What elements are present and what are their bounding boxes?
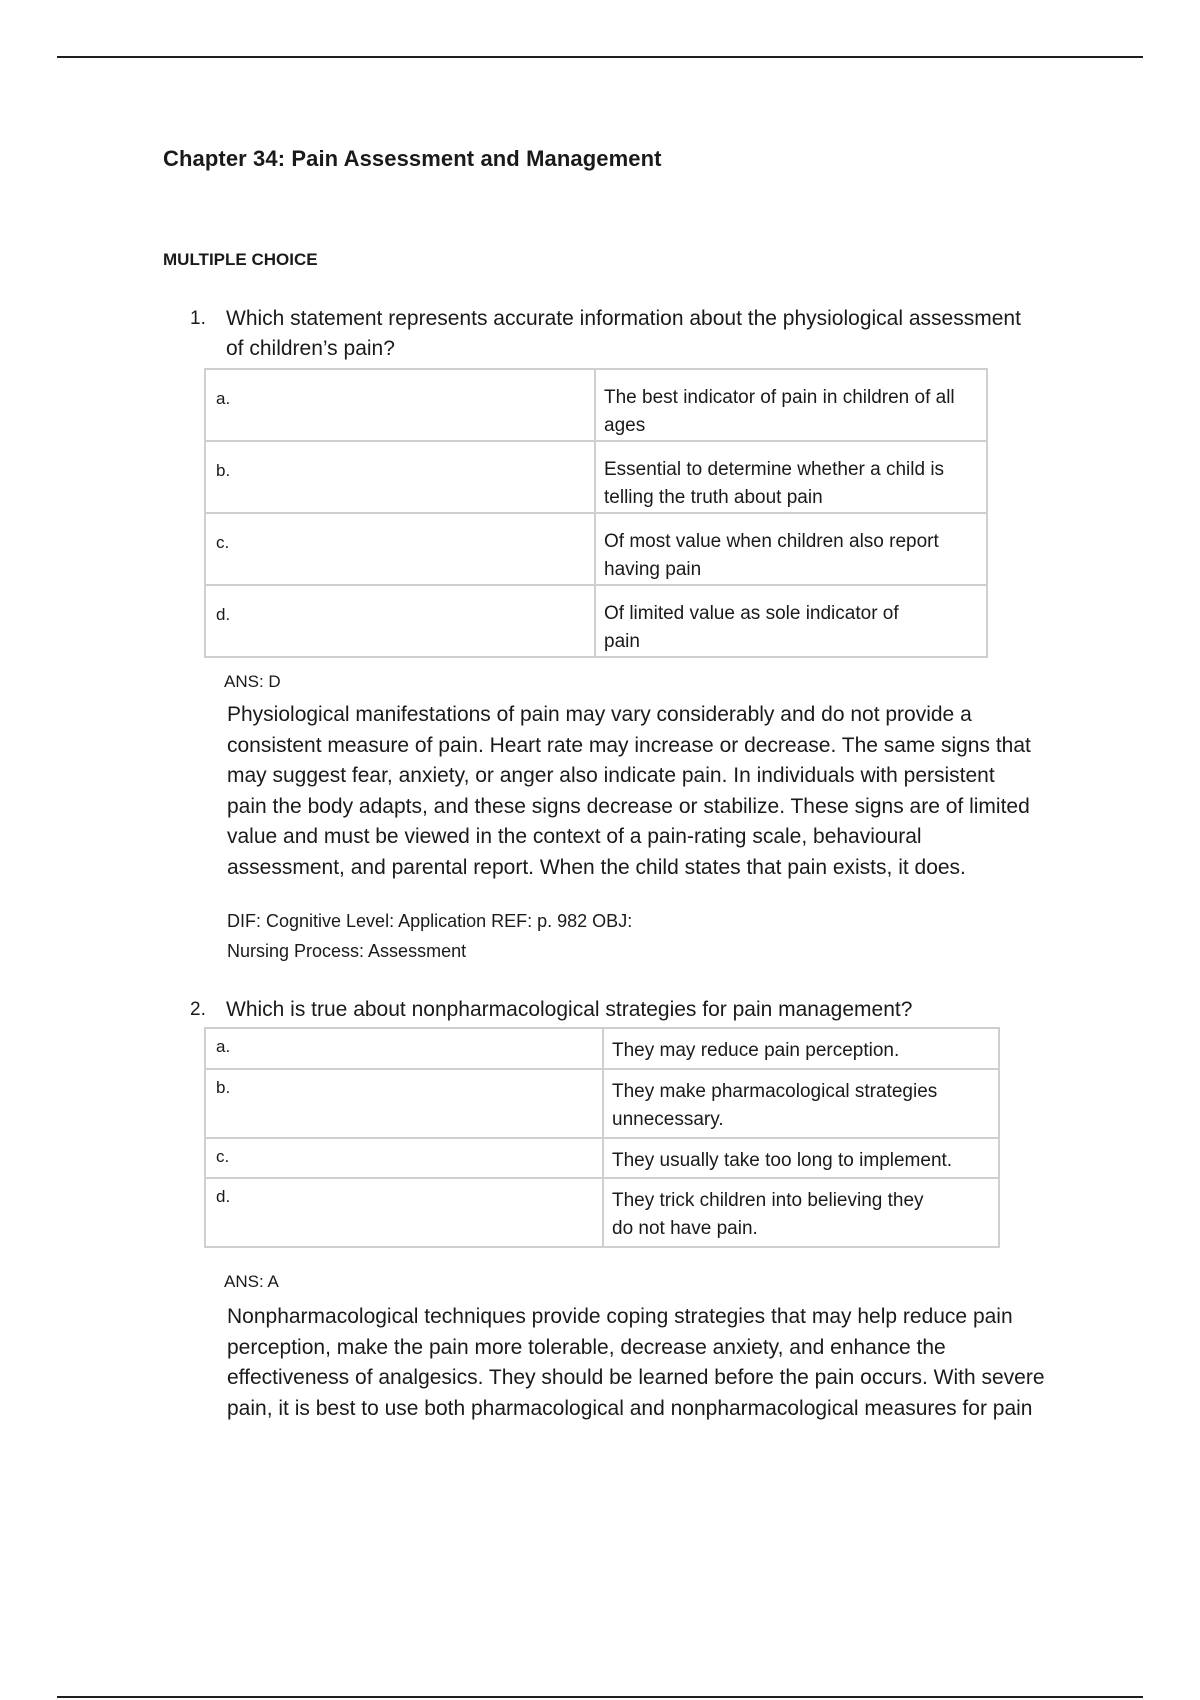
section-heading: MULTIPLE CHOICE	[163, 250, 318, 269]
choice-row	[205, 1178, 999, 1247]
choice-letter: d.	[205, 585, 595, 657]
rationale-line: perception, make the pain more tolerable, decrease anxiety, and enhance the	[227, 1335, 946, 1359]
question-1	[190, 304, 1090, 364]
choice-text	[603, 1069, 999, 1138]
question-2	[190, 995, 1090, 1025]
choice-text-line: They may reduce pain perception.	[612, 1040, 900, 1061]
choice-text	[603, 1138, 999, 1178]
choice-row	[205, 369, 987, 441]
choice-letter: c.	[205, 513, 595, 585]
question-text-line: Which statement represents accurate information about the physiological assessment	[226, 307, 1021, 330]
choice-text-line: having pain	[604, 559, 702, 580]
question-number: 2.	[190, 999, 206, 1020]
choice-text-line: pain	[604, 631, 640, 652]
choice-text	[595, 441, 987, 513]
choice-text	[595, 585, 987, 657]
choice-text-line: Essential to determine whether a child is	[604, 459, 945, 480]
question-text-line: of children’s pain?	[226, 337, 395, 360]
choice-text-line: Of most value when children also report	[604, 531, 939, 552]
choice-text-line: unnecessary.	[612, 1109, 724, 1130]
choice-text-line: The best indicator of pain in children of all	[604, 387, 955, 408]
choice-letter: c.	[205, 1138, 603, 1178]
rationale	[227, 1302, 1045, 1424]
rationale-line: Physiological manifestations of pain may vary considerably and do not provide a	[227, 703, 972, 726]
choice-letter: b.	[205, 441, 595, 513]
question-metadata	[227, 906, 632, 966]
rationale	[227, 700, 1031, 883]
answer-choices-table	[204, 1027, 1000, 1248]
choice-row	[205, 585, 987, 657]
top-rule	[57, 56, 1143, 58]
rationale-line: assessment, and parental report. When the child states that pain exists, it does.	[227, 855, 966, 879]
choice-text-line: They usually take too long to implement.	[612, 1150, 953, 1171]
answer-key: ANS: A	[224, 1272, 279, 1291]
metadata-line: Nursing Process: Assessment	[227, 941, 467, 961]
rationale-line: effectiveness of analgesics. They should be learned before the pain occurs. With severe	[227, 1366, 1045, 1389]
choice-text	[603, 1178, 999, 1247]
rationale-line: Nonpharmacological techniques provide coping strategies that may help reduce pain	[227, 1305, 1013, 1328]
rationale-line: pain the body adapts, and these signs decrease or stabilize. These signs are of limited	[227, 794, 1030, 818]
choice-letter: a.	[205, 369, 595, 441]
choice-row	[205, 513, 987, 585]
choice-row	[205, 441, 987, 513]
choice-text-line: Of limited value as sole indicator of	[604, 603, 899, 624]
choice-text	[603, 1028, 999, 1069]
chapter-title: Chapter 34: Pain Assessment and Management	[163, 146, 662, 171]
rationale-line: may suggest fear, anxiety, or anger also indicate pain. In individuals with persistent	[227, 764, 995, 787]
bottom-rule	[57, 1696, 1143, 1698]
rationale-line: consistent measure of pain. Heart rate may increase or decrease. The same signs that	[227, 733, 1031, 757]
question-number: 1.	[190, 308, 206, 329]
choice-text-line: telling the truth about pain	[604, 487, 823, 508]
choice-text	[595, 513, 987, 585]
choice-letter: b.	[205, 1069, 603, 1138]
choice-row	[205, 1028, 999, 1069]
question-text-line: Which is true about nonpharmacological strategies for pain management?	[226, 998, 913, 1021]
choice-letter: a.	[205, 1028, 603, 1069]
choice-text-line: They make pharmacological strategies	[612, 1081, 938, 1102]
answer-choices-table	[204, 368, 988, 658]
choice-row	[205, 1138, 999, 1178]
choice-row	[205, 1069, 999, 1138]
choice-letter: d.	[205, 1178, 603, 1247]
choice-text-line: do not have pain.	[612, 1218, 758, 1239]
choice-text	[595, 369, 987, 441]
rationale-line: value and must be viewed in the context of a pain-rating scale, behavioural	[227, 825, 922, 848]
answer-key: ANS: D	[224, 672, 281, 691]
rationale-line: pain, it is best to use both pharmacological and nonpharmacological measures for pain	[227, 1396, 1033, 1420]
choice-text-line: They trick children into believing they	[612, 1190, 924, 1211]
choice-text-line: ages	[604, 415, 646, 436]
metadata-line: DIF: Cognitive Level: Application REF: p. 982 OBJ:	[227, 911, 633, 931]
